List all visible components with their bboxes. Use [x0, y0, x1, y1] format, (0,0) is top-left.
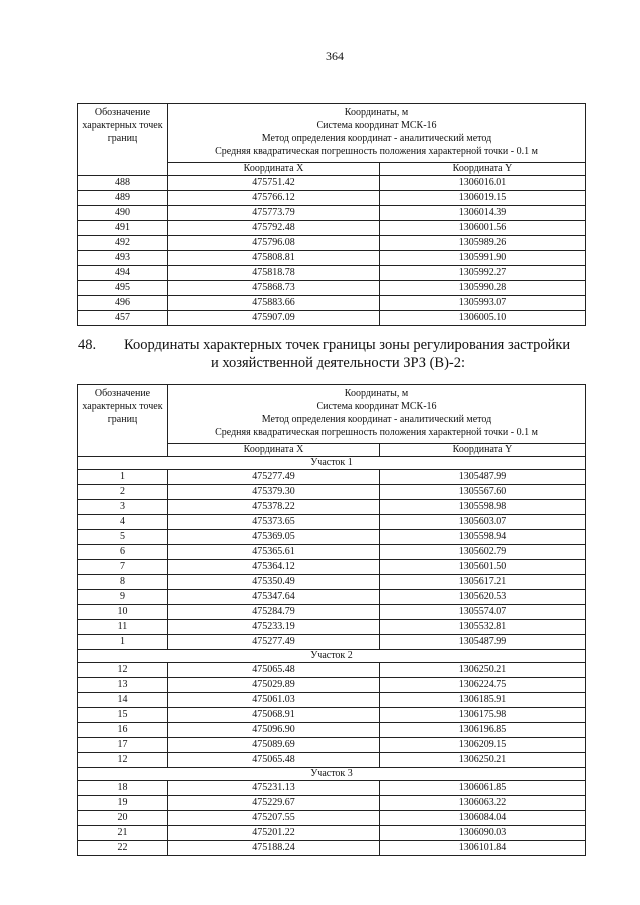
point-number: 20: [78, 811, 168, 826]
coordinate-x: 475029.89: [168, 678, 380, 693]
coordinate-y: 1306250.21: [380, 663, 586, 678]
coordinate-x: 475068.91: [168, 708, 380, 723]
table-row: [78, 605, 586, 620]
section-title: Участок 1: [78, 457, 586, 470]
point-number: 1: [78, 635, 168, 650]
point-number: 12: [78, 753, 168, 768]
table-row: [78, 590, 586, 605]
coordinates-header-line3: Метод определения координат - аналитический метод: [261, 133, 492, 144]
table-row: [78, 796, 586, 811]
coordinate-y: 1306061.85: [380, 781, 586, 796]
point-number: 14: [78, 693, 168, 708]
coordinate-x: 475096.90: [168, 723, 380, 738]
point-number: 6: [78, 545, 168, 560]
table-header-row: [78, 385, 586, 444]
table-row: [78, 191, 586, 206]
table-row: [78, 723, 586, 738]
coordinate-y: 1305598.98: [380, 500, 586, 515]
table-row: [78, 281, 586, 296]
coordinate-y: 1305620.53: [380, 590, 586, 605]
coordinates-header-line3: Метод определения координат - аналитический метод: [261, 414, 492, 425]
section-title-line1: Координаты характерных точек границы зоны регулирования застройки: [124, 337, 571, 353]
section-title: Участок 2: [78, 650, 586, 663]
coordinate-y: 1306196.85: [380, 723, 586, 738]
coordinate-y: 1305993.07: [380, 296, 586, 311]
table-row: [78, 206, 586, 221]
point-number: 15: [78, 708, 168, 723]
coordinate-x: 475229.67: [168, 796, 380, 811]
point-number: 22: [78, 841, 168, 856]
coordinate-x: 475277.49: [168, 635, 380, 650]
point-number: 7: [78, 560, 168, 575]
point-number: 457: [78, 311, 168, 326]
coordinate-y: 1306014.39: [380, 206, 586, 221]
coordinate-y: 1305601.50: [380, 560, 586, 575]
section-number: 48.: [78, 337, 97, 353]
coordinates-header-line1: Координаты, м: [344, 107, 409, 118]
coordinate-y: 1305990.28: [380, 281, 586, 296]
coordinates-header-line4: Средняя квадратическая погрешность положения характерной точки - 0.1 м: [215, 146, 538, 157]
coordinate-x: 475188.24: [168, 841, 380, 856]
coordinate-x: 475796.08: [168, 236, 380, 251]
point-number: 9: [78, 590, 168, 605]
coordinate-x: 475369.05: [168, 530, 380, 545]
point-number: 13: [78, 678, 168, 693]
table-row: [78, 296, 586, 311]
point-number: 11: [78, 620, 168, 635]
table-row: [78, 826, 586, 841]
coordinate-y: 1306005.10: [380, 311, 586, 326]
point-number: 18: [78, 781, 168, 796]
coordinates-header: [168, 385, 586, 444]
section-title: Участок 3: [78, 768, 586, 781]
coordinate-x: 475868.73: [168, 281, 380, 296]
table-row: [78, 515, 586, 530]
table-row: [78, 620, 586, 635]
table-row: [78, 635, 586, 650]
coordinate-x: 475808.81: [168, 251, 380, 266]
coordinate-y: 1306101.84: [380, 841, 586, 856]
table-row: [78, 500, 586, 515]
coordinate-x: 475089.69: [168, 738, 380, 753]
table-header-row: [78, 104, 586, 163]
page-number: 364: [326, 49, 344, 63]
point-number: 16: [78, 723, 168, 738]
coordinate-y-header: Координата Y: [380, 444, 586, 457]
point-number: 2: [78, 485, 168, 500]
point-number: 8: [78, 575, 168, 590]
coordinates-table-2: [77, 384, 586, 856]
coordinate-y: 1306209.15: [380, 738, 586, 753]
table-row: [78, 811, 586, 826]
coordinate-y: 1305574.07: [380, 605, 586, 620]
point-number: 490: [78, 206, 168, 221]
section-title-line2: и хозяйственной деятельности ЗРЗ (В)-2:: [210, 355, 466, 371]
coordinate-y: 1305567.60: [380, 485, 586, 500]
point-number: 491: [78, 221, 168, 236]
coordinate-x: 475378.22: [168, 500, 380, 515]
point-number: 3: [78, 500, 168, 515]
table-row: [78, 575, 586, 590]
coordinate-y: 1306063.22: [380, 796, 586, 811]
coordinate-y: 1306016.01: [380, 176, 586, 191]
table-row: [78, 485, 586, 500]
point-number: 17: [78, 738, 168, 753]
coordinate-x: 475818.78: [168, 266, 380, 281]
coordinate-x: 475284.79: [168, 605, 380, 620]
coordinate-y: 1306001.56: [380, 221, 586, 236]
coordinates-header-line1: Координаты, м: [344, 388, 409, 399]
point-designation-header: Обозначение характерных точек границ: [78, 104, 168, 176]
coordinate-x: 475907.09: [168, 311, 380, 326]
point-number: 10: [78, 605, 168, 620]
coordinate-y: 1305617.21: [380, 575, 586, 590]
section-row: [78, 457, 586, 470]
coordinates-header-line2: Система координат МСК-16: [316, 401, 437, 412]
coordinate-x: 475065.48: [168, 753, 380, 768]
table-row: [78, 311, 586, 326]
coordinates-header-line4: Средняя квадратическая погрешность положения характерной точки - 0.1 м: [215, 427, 538, 438]
coordinate-x: 475231.13: [168, 781, 380, 796]
table-row: [78, 708, 586, 723]
table-row: [78, 738, 586, 753]
point-number: 21: [78, 826, 168, 841]
point-number: 495: [78, 281, 168, 296]
table-row: [78, 781, 586, 796]
section-row: [78, 650, 586, 663]
coordinate-x: 475201.22: [168, 826, 380, 841]
coordinate-y: 1306185.91: [380, 693, 586, 708]
coordinate-y: 1305992.27: [380, 266, 586, 281]
coordinate-x: 475883.66: [168, 296, 380, 311]
point-number: 489: [78, 191, 168, 206]
point-number: 493: [78, 251, 168, 266]
coordinate-y: 1306084.04: [380, 811, 586, 826]
table-row: [78, 236, 586, 251]
coordinate-x: 475364.12: [168, 560, 380, 575]
coordinate-x: 475350.49: [168, 575, 380, 590]
coordinate-x: 475233.19: [168, 620, 380, 635]
coordinates-header: [168, 104, 586, 163]
table-row: [78, 678, 586, 693]
point-number: 492: [78, 236, 168, 251]
coordinate-y: 1305487.99: [380, 635, 586, 650]
coordinate-y-header: Координата Y: [380, 163, 586, 176]
coordinate-x: 475792.48: [168, 221, 380, 236]
coordinate-x: 475365.61: [168, 545, 380, 560]
coordinate-y: 1305532.81: [380, 620, 586, 635]
coordinate-x: 475347.64: [168, 590, 380, 605]
coordinates-header-line2: Система координат МСК-16: [316, 120, 437, 131]
point-number: 5: [78, 530, 168, 545]
table-row: [78, 545, 586, 560]
table-row: [78, 221, 586, 236]
table-row: [78, 560, 586, 575]
point-number: 19: [78, 796, 168, 811]
table-row: [78, 693, 586, 708]
coordinate-y: 1306224.75: [380, 678, 586, 693]
coordinate-y: 1306175.98: [380, 708, 586, 723]
coordinate-x: 475207.55: [168, 811, 380, 826]
coordinate-y: 1305602.79: [380, 545, 586, 560]
point-number: 494: [78, 266, 168, 281]
coordinate-y: 1306090.03: [380, 826, 586, 841]
table-row: [78, 841, 586, 856]
point-number: 1: [78, 470, 168, 485]
coordinate-y: 1305603.07: [380, 515, 586, 530]
table-row: [78, 663, 586, 678]
coordinate-x: 475751.42: [168, 176, 380, 191]
coordinates-table-1: [77, 103, 586, 326]
coordinate-x: 475379.30: [168, 485, 380, 500]
table-row: [78, 176, 586, 191]
coordinate-x: 475065.48: [168, 663, 380, 678]
coordinate-y: 1305989.26: [380, 236, 586, 251]
coordinate-y: 1306250.21: [380, 753, 586, 768]
coordinate-y: 1305598.94: [380, 530, 586, 545]
point-number: 12: [78, 663, 168, 678]
table-row: [78, 753, 586, 768]
coordinate-x: 475061.03: [168, 693, 380, 708]
coordinate-x-header: Координата X: [168, 444, 380, 457]
point-number: 488: [78, 176, 168, 191]
point-number: 4: [78, 515, 168, 530]
coordinate-x-header: Координата X: [168, 163, 380, 176]
coordinate-y: 1305487.99: [380, 470, 586, 485]
table-row: [78, 470, 586, 485]
coordinate-x: 475773.79: [168, 206, 380, 221]
table-row: [78, 251, 586, 266]
table-row: [78, 266, 586, 281]
coordinate-x: 475766.12: [168, 191, 380, 206]
coordinate-y: 1305991.90: [380, 251, 586, 266]
point-designation-header: Обозначение характерных точек границ: [78, 385, 168, 457]
coordinate-y: 1306019.15: [380, 191, 586, 206]
point-number: 496: [78, 296, 168, 311]
table-row: [78, 530, 586, 545]
coordinate-x: 475373.65: [168, 515, 380, 530]
coordinate-x: 475277.49: [168, 470, 380, 485]
section-row: [78, 768, 586, 781]
